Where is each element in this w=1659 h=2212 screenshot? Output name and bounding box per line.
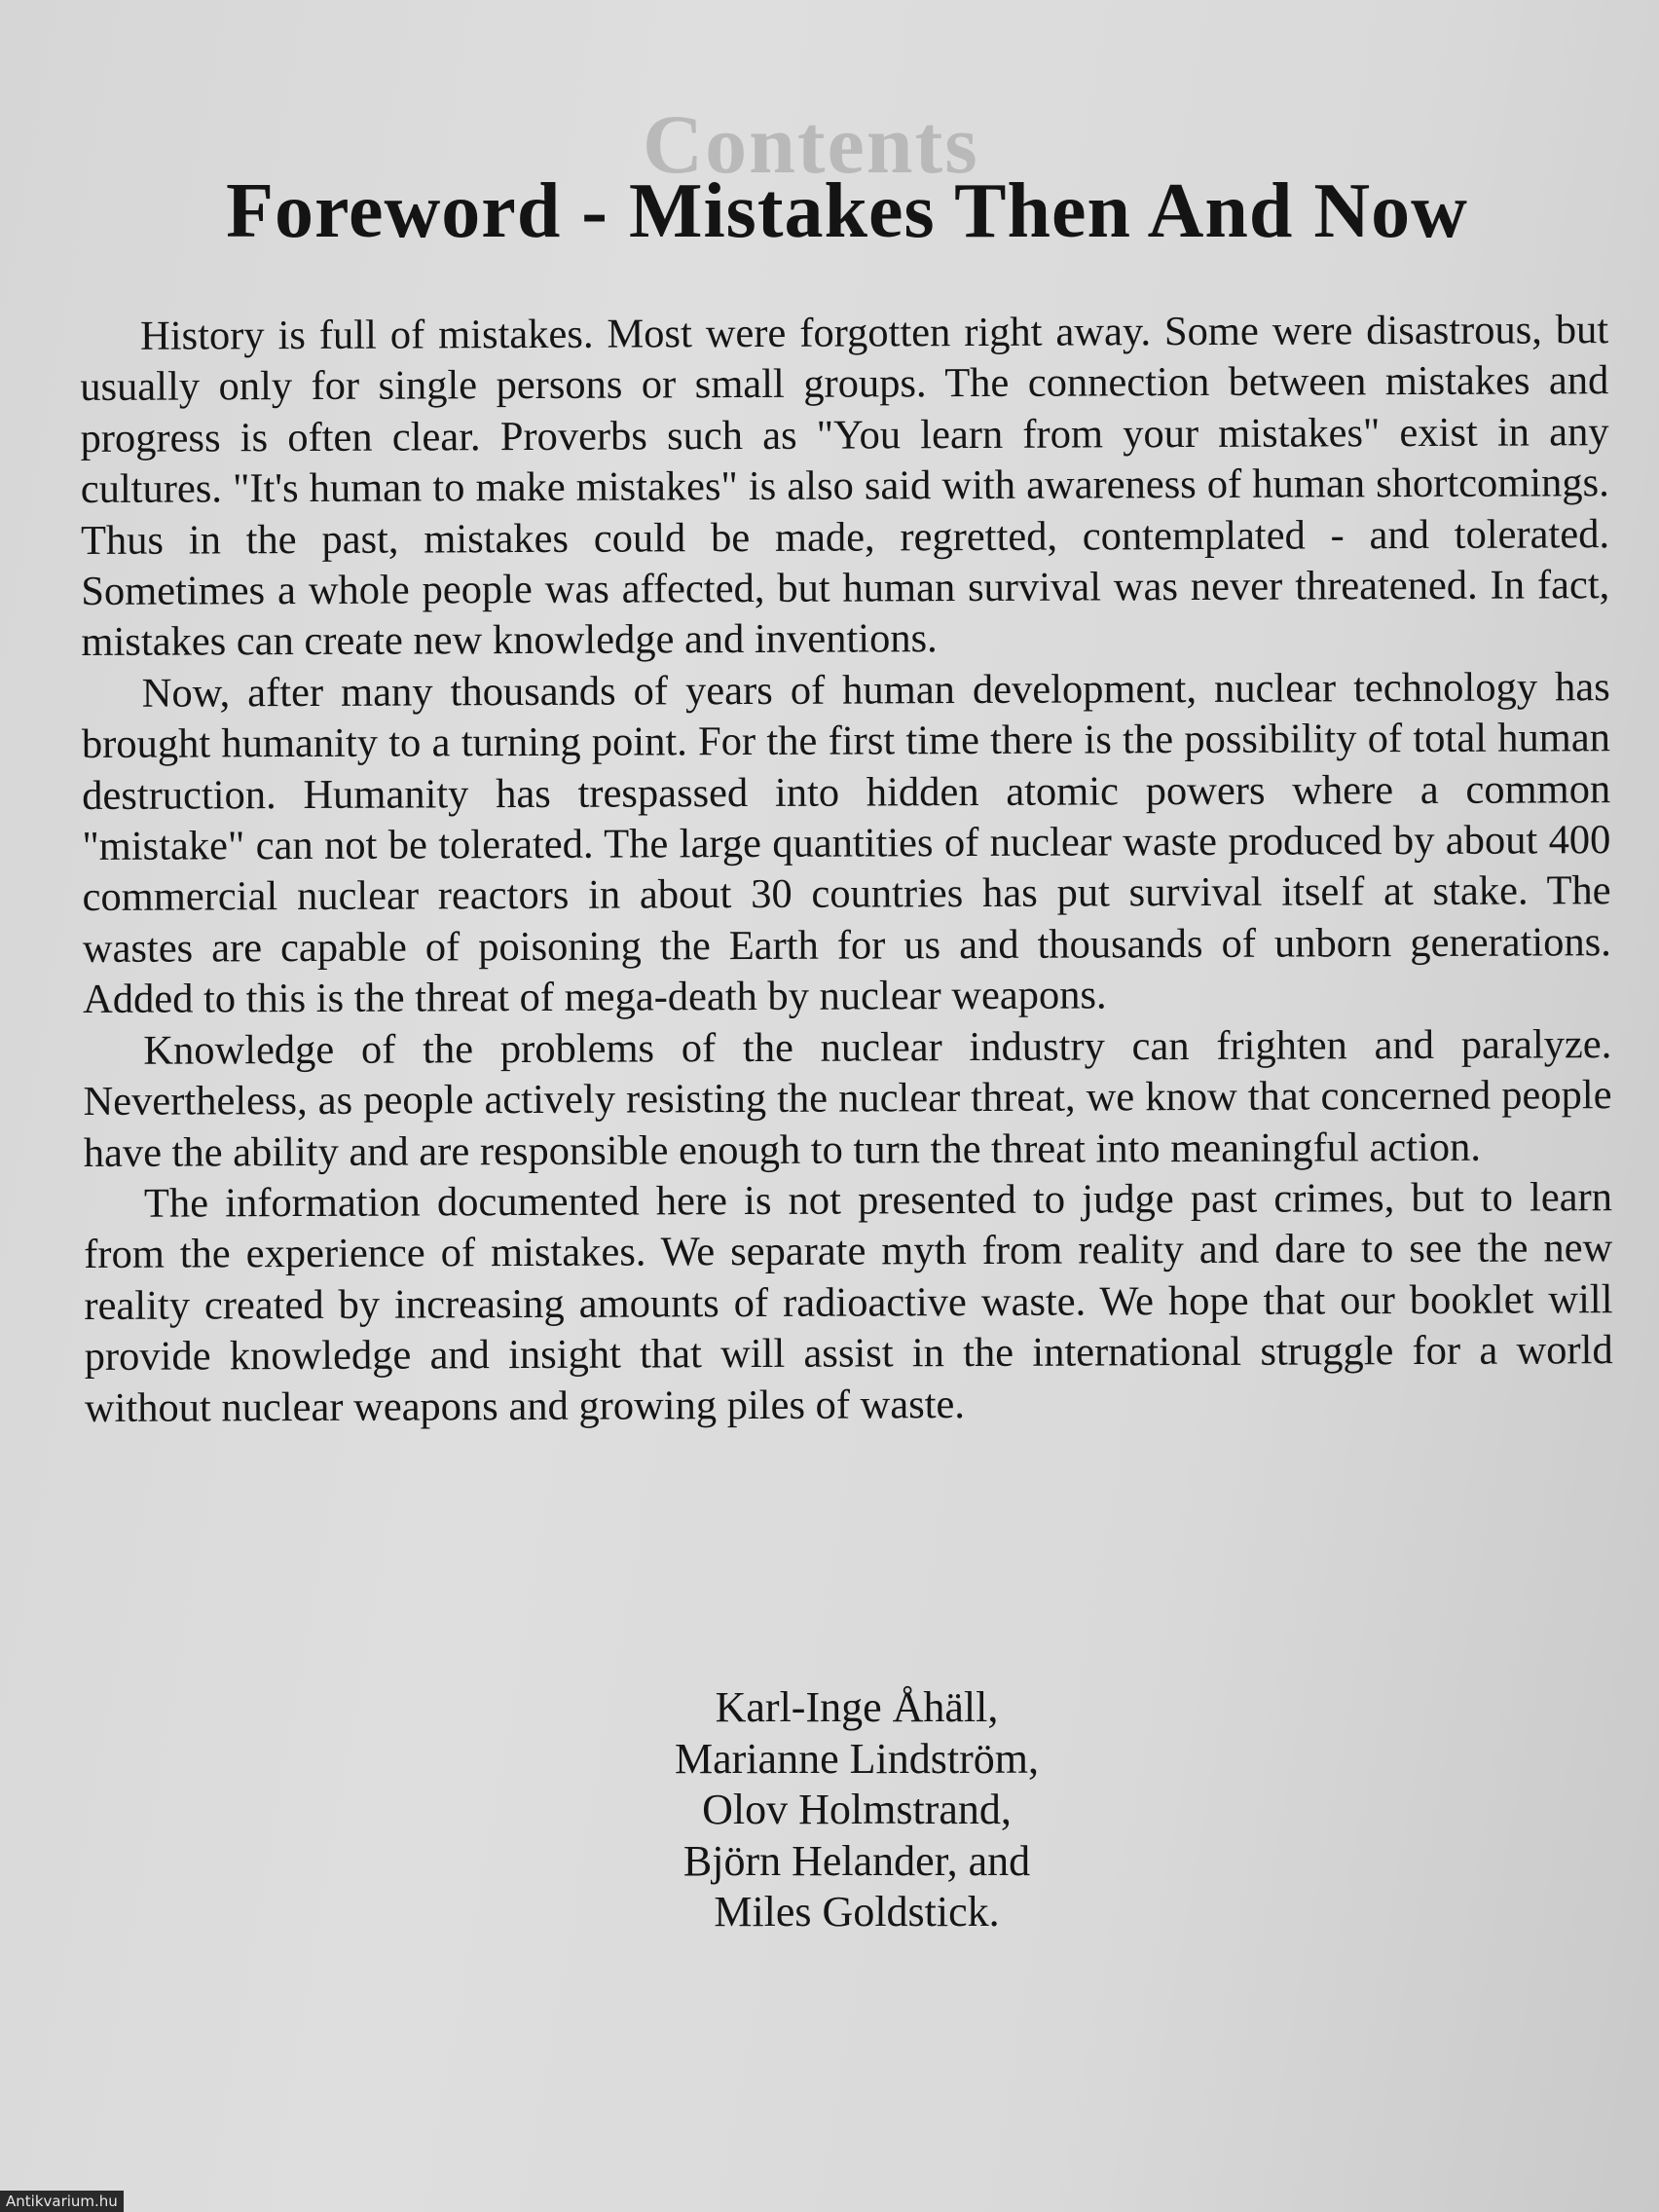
paragraph-history: History is full of mistakes. Most were forgotten right away. Some were disastrous, but usually only for single persons or small groups. The connection between mistakes and progress is often clear. Proverbs such as "You learn from your mistakes" exist in any cultures. "It's human to make mistakes" is also said with awareness of human shortcomings. Thus in the past, mistakes could be made, regretted, contemplated - and tolerated. Sometimes a whole people was affected, but human survival was never threatened. In fact, mistakes can create new knowledge and inventions. [80,307,1610,666]
page-title: Foreword - Mistakes Then And Now [226,168,1468,254]
paragraph-knowledge: Knowledge of the problems of the nuclear industry can frighten and paralyze. Nevertheless, as people actively resisting the nuclear threat, we know that concerned people have the ability and are responsible enough to turn the threat into meaningful action. [83,1020,1612,1176]
foreword-body [80,305,1613,1434]
paragraph-nuclear-technology: Now, after many thousands of years of human development, nuclear technology has brought humanity to a turning point. For the first time there is the possibility of total human destruction. Humanity has trespassed into hidden atomic powers where a common "mistake" can not be tolerated. The large quantities of nuclear waste produced by about 400 commercial nuclear reactors in about 30 countries has put survival itself at stake. The wastes are capable of poisoning the Earth for us and thousands of unborn generations. Added to this is the threat of mega-death by nuclear weapons. [81,663,1611,1023]
author-name: Olov Holmstrand, [702,1786,1012,1833]
bleed-through-heading: Contents [643,97,979,191]
paragraph-information: The information documented here is not presented to judge past crimes, but to learn from the experience of mistakes. We separate myth from reality and dare to see the new reality created by increasing amounts of radioactive waste. We hope that our booklet will provide knowledge and insight that will assist in the international struggle for a world without nuclear weapons and growing piles of waste. [84,1174,1613,1431]
author-name: Miles Goldstick. [714,1888,1000,1936]
author-name: Björn Helander, and [682,1836,1031,1885]
author-signature-block [545,1682,1168,1938]
watermark-label: Antikvarium.hu [0,2191,124,2212]
author-name: Karl-Inge Åhäll, [715,1683,999,1731]
author-name: Marianne Lindström, [675,1734,1039,1783]
